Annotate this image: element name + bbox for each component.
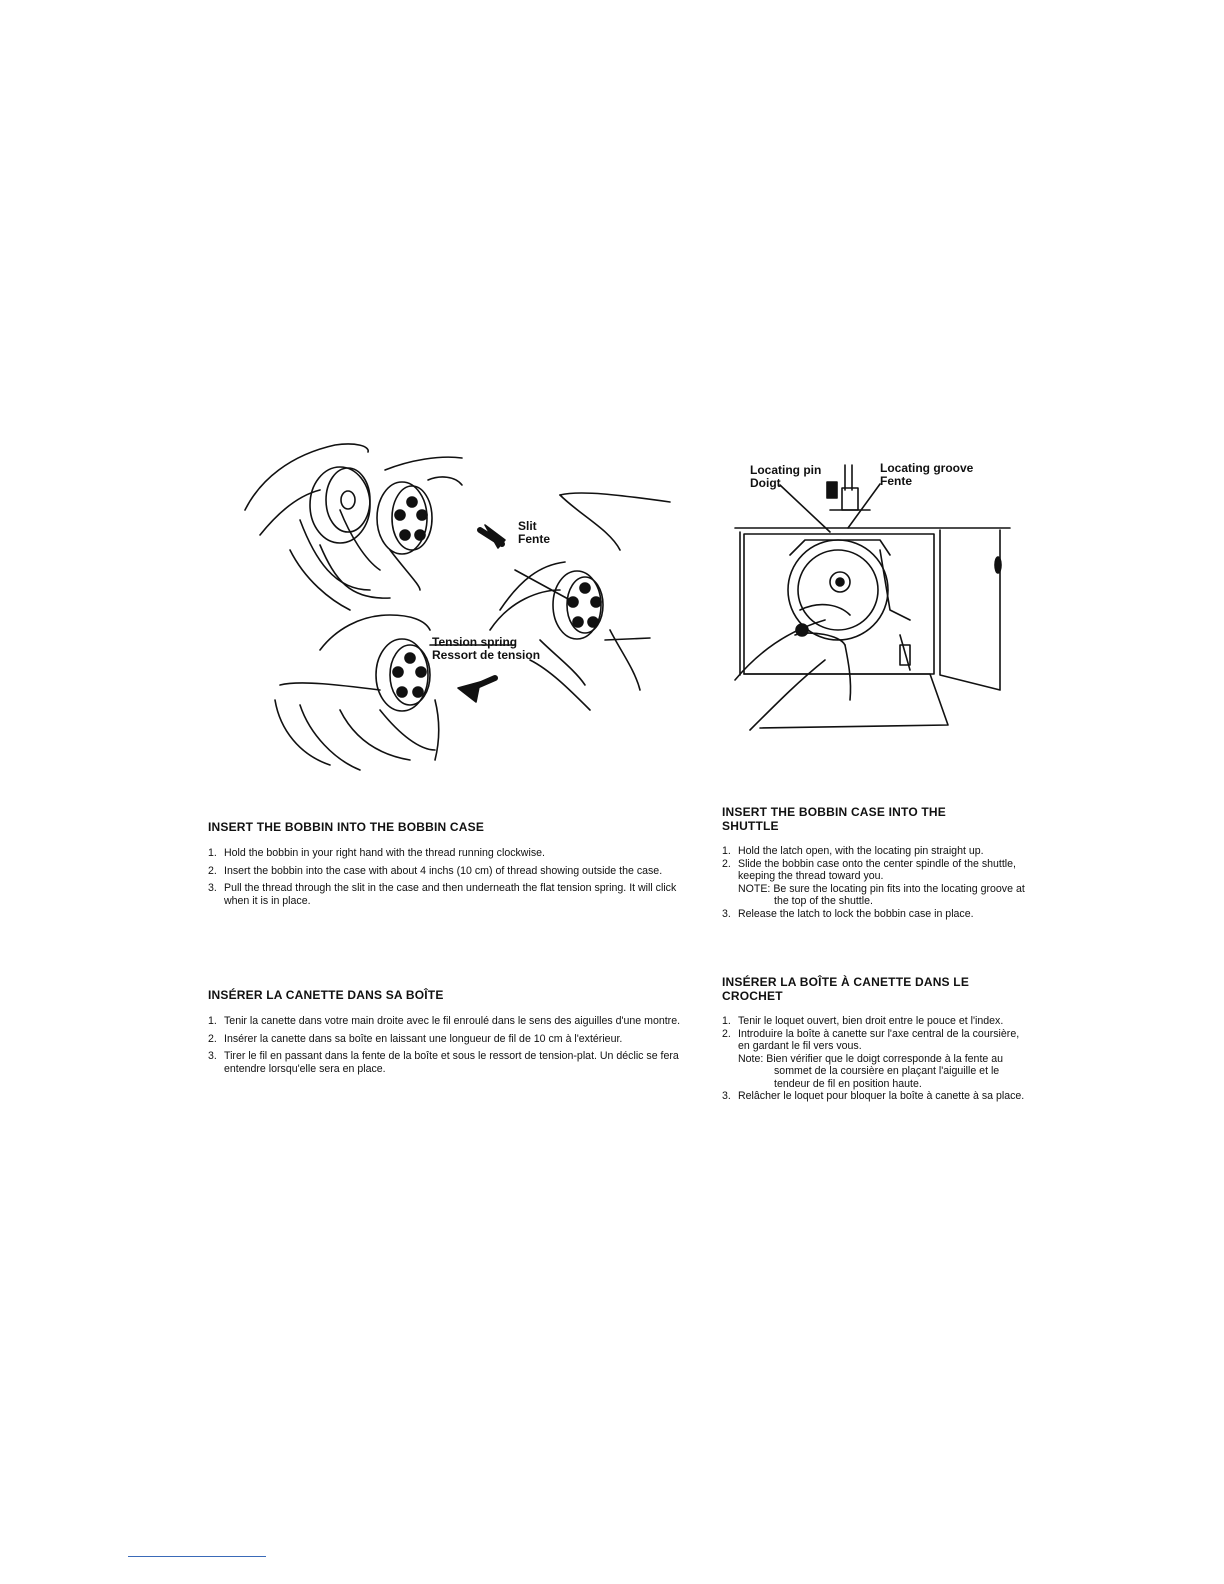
step-number: 3. [722, 1090, 731, 1102]
section-heading: INSERT THE BOBBIN INTO THE BOBBIN CASE [208, 820, 485, 834]
bobbin-hands-drawing [240, 440, 680, 770]
step-text: Tenir la canette dans votre main droite avec le fil enroulé dans le sens des aiguilles d'une montre. [224, 1015, 681, 1027]
list-item [208, 1033, 700, 1046]
tension-spring-label: Tension spring [432, 635, 518, 649]
slit-label-fr: Fente [518, 532, 551, 546]
section-heading: INSERT THE BOBBIN CASE INTO THE [722, 805, 946, 819]
note-text: Note: Bien vérifier que le doigt corresponde à la fente au sommet de la coursière en plaçant l'aiguille et le tendeur de fil en position haute. [738, 1052, 1004, 1090]
list-item [722, 1028, 1026, 1091]
step-text: Insérer la canette dans sa boîte en laissant une longueur de fil de 10 cm à l'extérieur. [224, 1032, 623, 1045]
list-item [722, 845, 1026, 858]
step-text: Pull the thread through the slit in the case and then underneath the flat tension spring. It will click when it is in place. [224, 882, 677, 907]
steps-list [208, 1015, 700, 1075]
list-item [208, 865, 700, 878]
step-text: Release the latch to lock the bobbin case in place. [738, 907, 974, 920]
section-heading-line2: SHUTTLE [722, 819, 779, 833]
steps-list [208, 847, 700, 907]
bobbin-insert-illustration [240, 440, 680, 770]
step-number: 2. [722, 857, 731, 870]
step-text: Introduire la boîte à canette sur l'axe central de la coursière, en gardant le fil vers vous. [738, 1027, 1020, 1052]
tension-spring-label-fr: Ressort de tension [432, 648, 541, 662]
list-item [722, 908, 1026, 921]
footer-rule [128, 1556, 266, 1557]
locating-groove-label: Locating groove [880, 461, 974, 475]
step-number: 2. [722, 1027, 731, 1040]
section-insert-case-en [722, 805, 1026, 920]
step-number: 1. [208, 1015, 217, 1027]
step-number: 1. [722, 1015, 731, 1027]
step-text: Hold the latch open, with the locating pin straight up. [738, 845, 984, 857]
list-item [722, 1090, 1026, 1103]
section-insert-case-fr [722, 975, 1026, 1103]
step-number: 2. [208, 1032, 217, 1045]
shuttle-drawing [730, 460, 1020, 740]
step-number: 1. [208, 847, 217, 859]
locating-groove-label-fr: Fente [880, 474, 913, 488]
list-item [722, 1015, 1026, 1028]
step-text: Insert the bobbin into the case with about 4 inchs (10 cm) of thread showing outside the case. [224, 864, 663, 877]
locating-pin-label: Locating pin [750, 463, 822, 477]
list-item [208, 847, 700, 860]
step-number: 3. [722, 907, 731, 920]
section-heading: INSÉRER LA CANETTE DANS SA BOÎTE [208, 988, 444, 1002]
slit-label: Slit [518, 519, 537, 533]
steps-list [722, 1015, 1026, 1103]
section-heading: INSÉRER LA BOÎTE À CANETTE DANS LE [722, 975, 970, 989]
list-item [208, 882, 700, 907]
locating-pin-label-fr: Doigt [750, 476, 781, 490]
bobbin-case-shuttle-illustration [730, 460, 1020, 740]
step-text: Tirer le fil en passant dans la fente de la boîte et sous le ressort de tension-plat. Un déclic se fera entendre lorsqu'elle sera en place. [224, 1050, 679, 1075]
section-insert-bobbin-en [208, 820, 700, 907]
list-item [208, 1015, 700, 1028]
step-text: Tenir le loquet ouvert, bien droit entre le pouce et l'index. [738, 1015, 1004, 1027]
list-item [722, 858, 1026, 908]
step-number: 3. [208, 882, 217, 894]
section-heading-line2: CROCHET [722, 989, 783, 1003]
note-text: NOTE: Be sure the locating pin fits into the locating groove at the top of the shuttle. [738, 882, 1025, 907]
step-number: 3. [208, 1050, 217, 1062]
list-item [208, 1050, 700, 1075]
step-number: 2. [208, 864, 217, 877]
steps-list [722, 845, 1026, 920]
step-text: Relâcher le loquet pour bloquer la boîte à canette à sa place. [738, 1090, 1025, 1102]
section-insert-bobbin-fr [208, 988, 700, 1075]
step-number: 1. [722, 845, 731, 857]
step-text: Hold the bobbin in your right hand with the thread running clockwise. [224, 847, 545, 859]
step-text: Slide the bobbin case onto the center spindle of the shuttle, keeping the thread toward you. [738, 857, 1016, 882]
